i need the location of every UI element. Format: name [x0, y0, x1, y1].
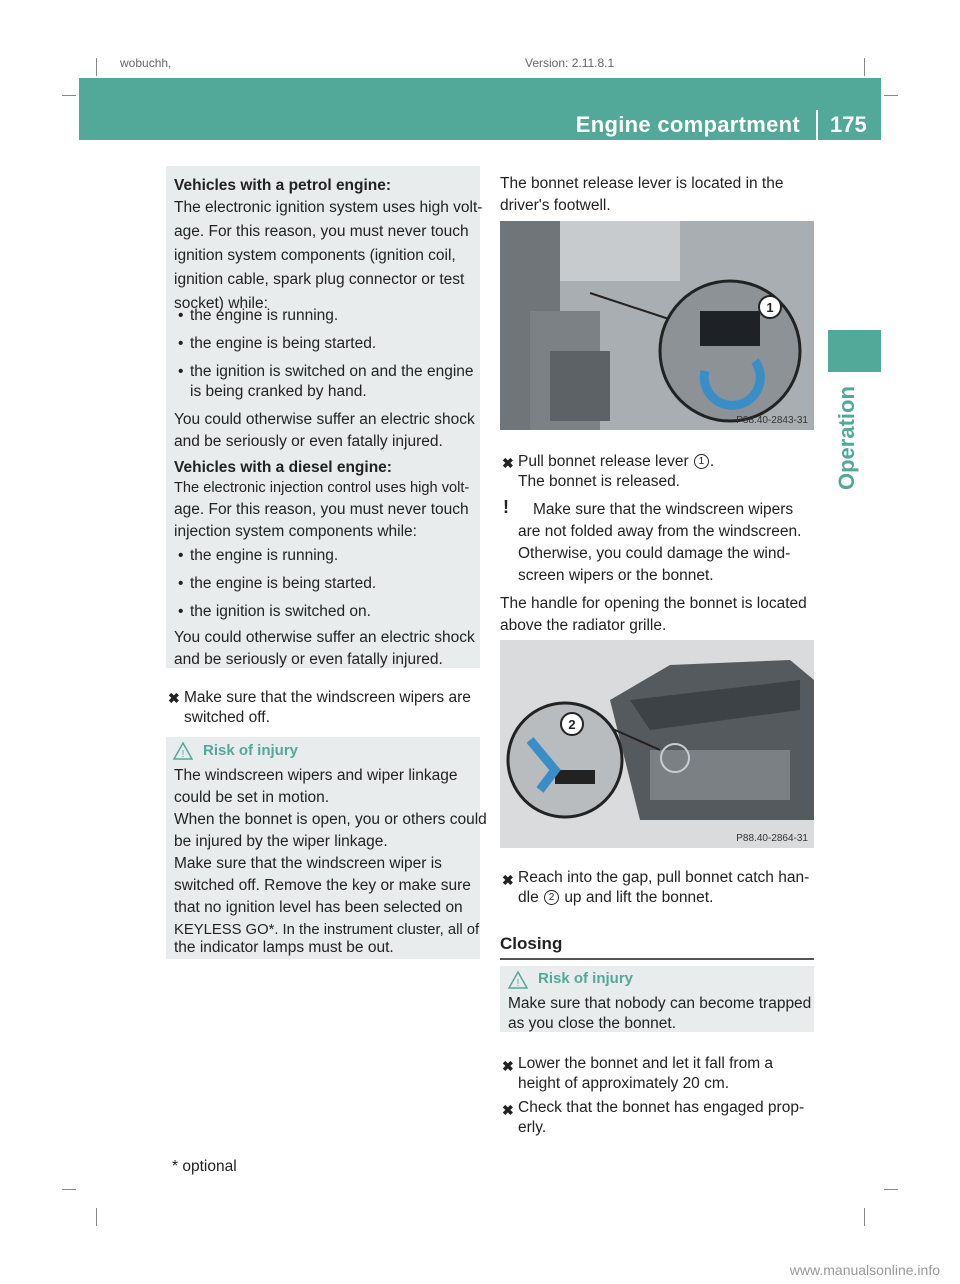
warning-title-closing: Risk of injury	[538, 970, 634, 987]
step-arrow-icon: ✖	[502, 1058, 514, 1074]
petrol-bullet-1: the engine is running.	[190, 307, 339, 324]
bullet-dot: •	[178, 335, 184, 352]
warning-triangle-icon	[508, 970, 528, 990]
petrol-after-1: You could otherwise suffer an electric shock	[174, 411, 475, 428]
crop-mark	[96, 1208, 97, 1226]
crop-mark	[96, 58, 97, 76]
step-reach-1: Reach into the gap, pull bonnet catch han-	[518, 869, 810, 886]
crop-mark	[864, 1208, 865, 1226]
bonnet-image	[500, 640, 814, 848]
callout-2: 2	[544, 890, 559, 905]
step-lower-1: Lower the bonnet and let it fall from a	[518, 1055, 774, 1072]
step-arrow-icon: ✖	[168, 690, 180, 706]
step-check-2: erly.	[518, 1119, 547, 1136]
step-wipers-2: switched off.	[184, 709, 270, 726]
step-reach-2b: up and lift the bonnet.	[564, 889, 714, 906]
section-label: Operation	[834, 386, 859, 490]
diesel-bullet-1: the engine is running.	[190, 547, 339, 564]
svg-text:2: 2	[568, 717, 576, 732]
petrol-line-4: ignition cable, spark plug connector or test	[174, 271, 465, 288]
diesel-line-1: The electronic injection control uses high volt-	[174, 480, 470, 496]
meta-left: wobuchh,	[120, 56, 172, 70]
warn-line-3: When the bonnet is open, you or others could	[174, 811, 487, 828]
page-number: 175	[830, 112, 867, 137]
petrol-bullet-3b: is being cranked by hand.	[190, 383, 367, 400]
step-wipers-1: Make sure that the windscreen wipers are	[184, 689, 471, 706]
petrol-line-1: The electronic ignition system uses high volt-	[174, 199, 483, 216]
intro-line-1: The bonnet release lever is located in the	[500, 175, 784, 192]
closing-heading: Closing	[500, 934, 563, 953]
step-arrow-icon: ✖	[502, 1102, 514, 1118]
bullet-dot: •	[178, 547, 184, 564]
notice-icon: !	[503, 497, 509, 517]
crop-mark	[884, 1189, 898, 1190]
image-caption-2: P88.40-2864-31	[736, 833, 808, 844]
handle-line-1: The handle for opening the bonnet is located	[500, 595, 807, 612]
diesel-after-1: You could otherwise suffer an electric shock	[174, 629, 475, 646]
petrol-after-2: and be seriously or even fatally injured.	[174, 433, 443, 450]
bullet-dot: •	[178, 363, 184, 380]
diesel-heading: Vehicles with a diesel engine:	[174, 459, 392, 476]
page-title: Engine compartment	[575, 112, 800, 137]
note-line-3: Otherwise, you could damage the wind-	[518, 545, 791, 562]
bullet-dot: •	[178, 603, 184, 620]
diesel-bullet-2: the engine is being started.	[190, 575, 377, 592]
svg-text:!: !	[516, 978, 520, 989]
bullet-dot: •	[178, 307, 184, 324]
footnote: * optional	[172, 1158, 237, 1175]
step-arrow-icon: ✖	[502, 455, 514, 471]
note-line-1: Make sure that the windscreen wipers	[533, 501, 794, 518]
warn-line-2: could be set in motion.	[174, 789, 330, 806]
warn-line-1: The windscreen wipers and wiper linkage	[174, 767, 458, 784]
step-arrow-icon: ✖	[502, 872, 514, 888]
step-lower-2: height of approximately 20 cm.	[518, 1075, 730, 1092]
warning-triangle-icon	[173, 741, 193, 761]
section-rule	[500, 958, 814, 960]
meta-right: Version: 2.11.8.1	[525, 56, 615, 70]
petrol-heading: Vehicles with a petrol engine:	[174, 177, 392, 194]
footwell-image	[500, 221, 814, 430]
section-tab-block	[828, 330, 881, 372]
handle-line-2: above the radiator grille.	[500, 617, 667, 634]
diesel-line-2: age. For this reason, you must never touch	[174, 501, 469, 518]
step-pull-lever-text: Pull bonnet release lever	[518, 453, 689, 470]
warn-line-7: that no ignition level has been selected on	[174, 899, 463, 916]
petrol-bullet-3: the ignition is switched on and the engine	[190, 363, 474, 380]
callout-1: 1	[694, 454, 709, 469]
watermark: www.manualsonline.info	[789, 1262, 940, 1278]
svg-text:!: !	[181, 749, 185, 760]
note-line-2: are not folded away from the windscreen.	[518, 523, 802, 540]
step-pull-lever-end: .	[709, 453, 715, 470]
crop-mark	[62, 1189, 76, 1190]
petrol-line-2: age. For this reason, you must never touch	[174, 223, 469, 240]
warn-line-9: the indicator lamps must be out.	[174, 939, 394, 956]
diesel-after-2: and be seriously or even fatally injured.	[174, 651, 443, 668]
bullet-dot: •	[178, 575, 184, 592]
crop-mark	[884, 95, 898, 96]
warn-line-8: KEYLESS GO*. In the instrument cluster, all of	[174, 922, 480, 938]
note-line-4: screen wipers or the bonnet.	[518, 567, 714, 584]
crop-mark	[864, 58, 865, 76]
image-caption-1: P88.40-2843-31	[736, 415, 808, 426]
petrol-bullet-2: the engine is being started.	[190, 335, 377, 352]
step-result: The bonnet is released.	[518, 473, 680, 490]
warning-title: Risk of injury	[203, 742, 299, 759]
diesel-bullet-3: the ignition is switched on.	[190, 603, 371, 620]
close-warn-1: Make sure that nobody can become trapped	[508, 995, 812, 1012]
petrol-line-5: socket) while:	[174, 295, 268, 312]
svg-text:1: 1	[766, 300, 774, 315]
crop-mark	[62, 95, 76, 96]
petrol-line-3: ignition system components (ignition coil,	[174, 247, 456, 264]
warn-line-4: be injured by the wiper linkage.	[174, 833, 388, 850]
diesel-line-3: injection system components while:	[174, 523, 417, 540]
warn-line-6: switched off. Remove the key or make sure	[174, 877, 471, 894]
intro-line-2: driver's footwell.	[500, 197, 611, 214]
header-divider	[816, 110, 818, 140]
close-warn-2: as you close the bonnet.	[508, 1015, 677, 1032]
warn-line-5: Make sure that the windscreen wiper is	[174, 855, 442, 872]
step-reach-2a: dle	[518, 889, 539, 906]
step-check-1: Check that the bonnet has engaged prop-	[518, 1099, 805, 1116]
step-reach-2	[518, 886, 713, 910]
